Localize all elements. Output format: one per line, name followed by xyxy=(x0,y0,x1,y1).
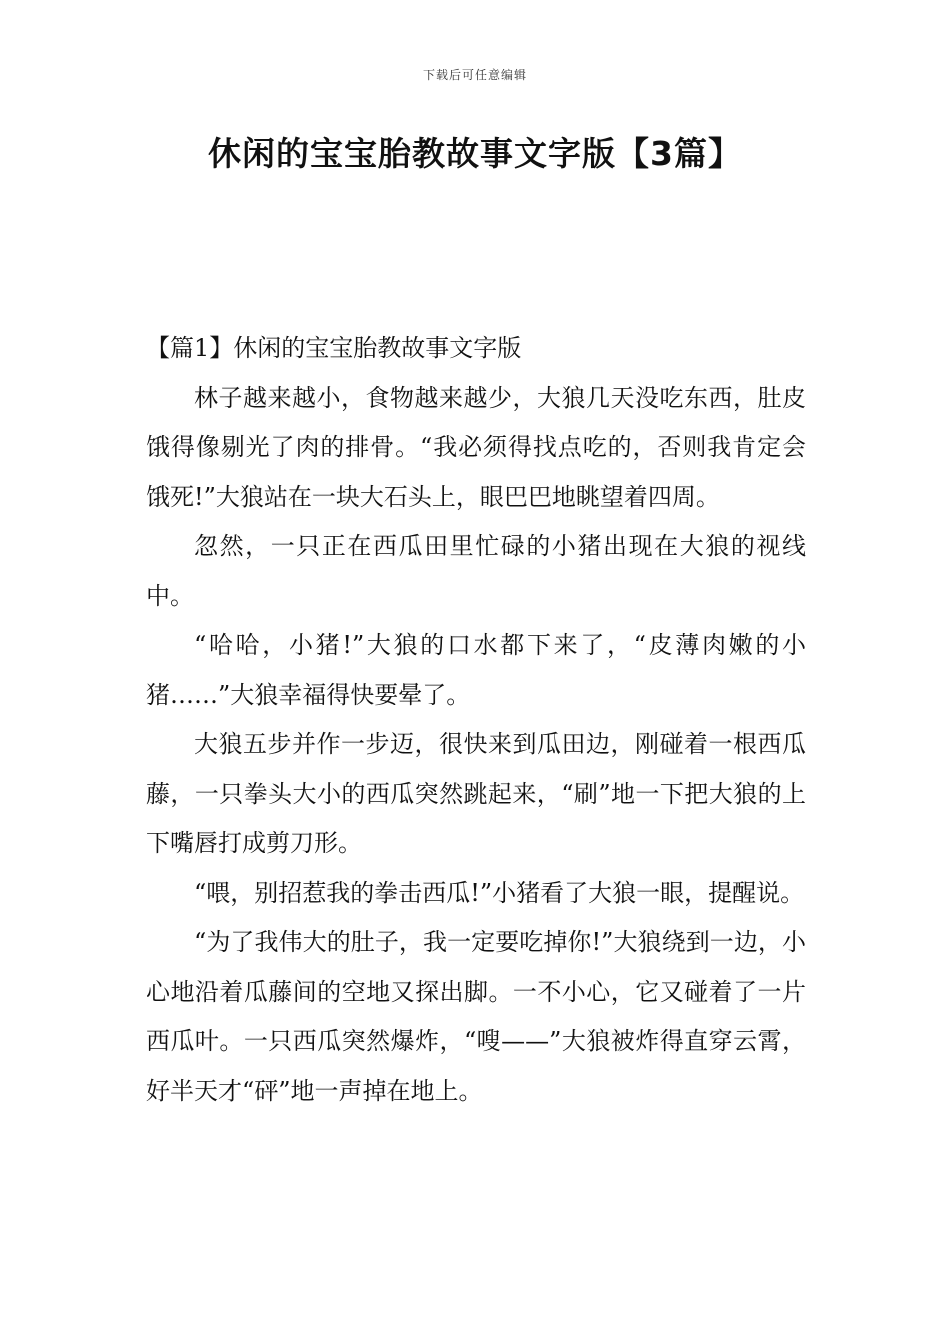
paragraph: 林子越来越小，食物越来越少，大狼几天没吃东西，肚皮饿得像剔光了肉的排骨。“我必须得找点吃的，否则我肯定会饿死!”大狼站在一块大石头上，眼巴巴地眺望着四周。 xyxy=(146,383,806,511)
paragraph: “为了我伟大的肚子，我一定要吃掉你!”大狼绕到一边，小心地沿着瓜藤间的空地又探出脚。一不小心，它又碰着了一片西瓜叶。一只西瓜突然爆炸，“嗖——”大狼被炸得直穿云霄，好半天才“砰”地一声掉在地上。 xyxy=(146,928,806,1105)
paragraph: 大狼五步并作一步迈，很快来到瓜田边，刚碰着一根西瓜藤，一只拳头大小的西瓜突然跳起来，“刷”地一下把大狼的上下嘴唇打成剪刀形。 xyxy=(146,730,806,857)
section-heading: 【篇1】休闲的宝宝胎教故事文字版 xyxy=(146,334,522,362)
document-body xyxy=(146,324,806,1116)
paragraph: 忽然，一只正在西瓜田里忙碌的小猪出现在大狼的视线中。 xyxy=(146,532,806,610)
paragraph: “喂，别招惹我的拳击西瓜!”小猪看了大狼一眼，提醒说。 xyxy=(194,878,805,907)
document-title: 休闲的宝宝胎教故事文字版【3篇】 xyxy=(208,134,742,173)
paragraph: “哈哈，小猪!”大狼的口水都下来了，“皮薄肉嫩的小猪……”大狼幸福得快要晕了。 xyxy=(146,631,806,709)
header-note: 下载后可任意编辑 xyxy=(422,68,527,82)
